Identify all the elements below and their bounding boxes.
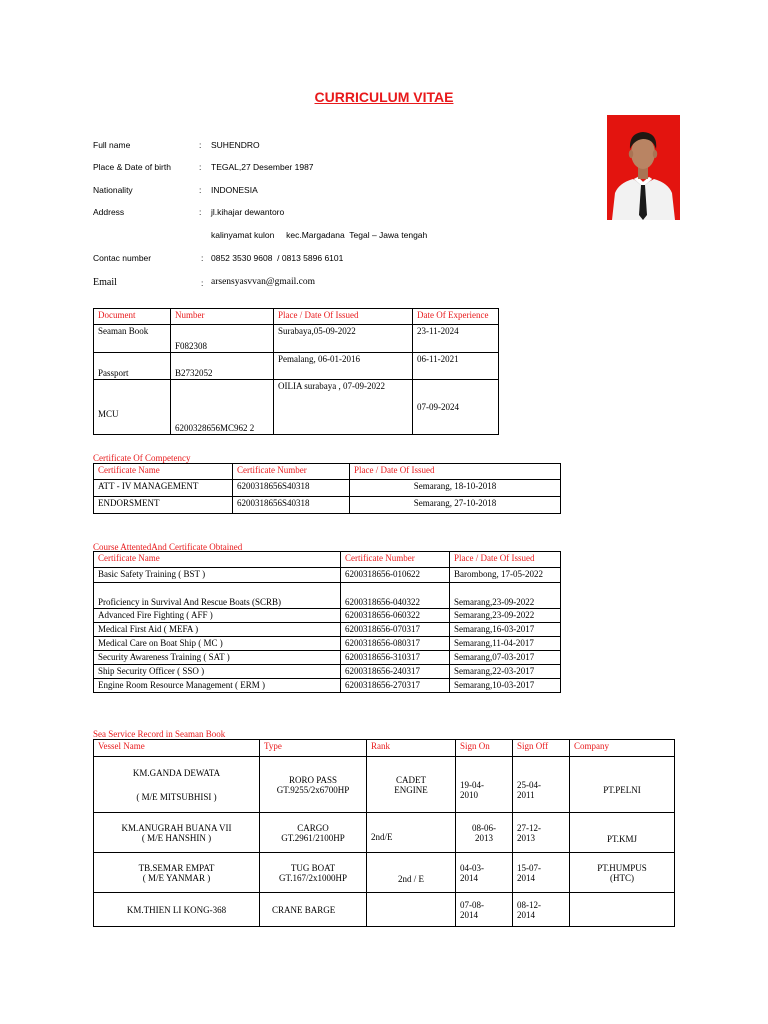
course-name: Ship Security Officer ( SSO ) bbox=[94, 665, 341, 679]
colon: : bbox=[201, 253, 204, 263]
coc-issued: Semarang, 27-10-2018 bbox=[350, 497, 561, 514]
coc-header: Certificate Name bbox=[94, 464, 233, 480]
course-name: Engine Room Resource Management ( ERM ) bbox=[94, 679, 341, 693]
label-birth: Place & Date of birth bbox=[93, 162, 171, 172]
company-2: (HTC) bbox=[610, 872, 634, 883]
course-issued: Semarang,23-09-2022 bbox=[450, 583, 561, 609]
colon: : bbox=[201, 278, 204, 288]
table-row bbox=[94, 757, 675, 813]
course-name: Security Awareness Training ( SAT ) bbox=[94, 651, 341, 665]
course-name: Proficiency in Survival And Rescue Boats (SCRB) bbox=[94, 583, 341, 609]
vessel-name: TB.SEMAR EMPAT bbox=[138, 862, 215, 873]
label-full-name: Full name bbox=[93, 140, 131, 150]
documents-header: Date Of Experience bbox=[413, 309, 499, 325]
value-address-line1: jl.kihajar dewantoro bbox=[211, 207, 285, 217]
sign-on-year: 2014 bbox=[460, 872, 478, 883]
courses-header: Certificate Name bbox=[94, 552, 341, 568]
table-row bbox=[94, 893, 675, 927]
label-address: Address bbox=[93, 207, 125, 217]
sign-off-year: 2011 bbox=[517, 789, 535, 800]
vessel-name: KM.THIEN LI KONG-368 bbox=[126, 904, 227, 915]
course-issued: Semarang,16-03-2017 bbox=[450, 623, 561, 637]
course-issued: Semarang,10-03-2017 bbox=[450, 679, 561, 693]
vessel-type: TUG BOAT bbox=[290, 862, 336, 873]
table-row bbox=[94, 623, 561, 637]
vessel-type: RORO PASS bbox=[289, 774, 337, 785]
colon: : bbox=[199, 140, 202, 150]
sign-off: 08-12- bbox=[517, 899, 541, 910]
sea-header: Sign Off bbox=[513, 740, 570, 757]
sea-header: Vessel Name bbox=[94, 740, 260, 757]
sign-on: 19-04- bbox=[460, 779, 484, 790]
coc-header: Certificate Number bbox=[233, 464, 350, 480]
table-row bbox=[94, 497, 561, 514]
course-number: 6200318656-040322 bbox=[341, 583, 450, 609]
vessel-type: CRANE BARGE bbox=[272, 904, 336, 915]
vessel-engine: ( M/E HANSHIN ) bbox=[141, 832, 212, 843]
course-number: 6200318656-070317 bbox=[341, 623, 450, 637]
course-issued: Semarang,07-03-2017 bbox=[450, 651, 561, 665]
coc-section-title: Certificate Of Competency bbox=[93, 453, 191, 463]
coc-number: 6200318656S40318 bbox=[233, 497, 350, 514]
course-number: 6200318656-270317 bbox=[341, 679, 450, 693]
doc-name: Passport bbox=[94, 353, 171, 380]
documents-table bbox=[93, 308, 499, 435]
coc-number: 6200318656S40318 bbox=[233, 480, 350, 497]
doc-expiry: 06-11-2021 bbox=[413, 353, 499, 380]
table-row bbox=[94, 637, 561, 651]
doc-issued: Pemalang, 06-01-2016 bbox=[274, 353, 413, 380]
value-email: arsensyasvvan@gmail.com bbox=[211, 277, 315, 287]
documents-header: Place / Date Of Issued bbox=[274, 309, 413, 325]
company: PT.KMJ bbox=[606, 833, 638, 844]
company: PT.HUMPUS bbox=[597, 862, 647, 873]
sign-on-year: 2014 bbox=[460, 909, 478, 920]
vessel-gt: GT.2961/2100HP bbox=[281, 832, 345, 843]
sea-service-table bbox=[93, 739, 675, 927]
label-email: Email bbox=[93, 277, 117, 288]
course-number: 6200318656-080317 bbox=[341, 637, 450, 651]
coc-header: Place / Date Of Issued bbox=[350, 464, 561, 480]
doc-number: F082308 bbox=[171, 325, 274, 353]
company: PT.PELNI bbox=[603, 784, 641, 795]
sign-on-year: 2010 bbox=[460, 789, 478, 800]
course-number: 6200318656-310317 bbox=[341, 651, 450, 665]
course-issued: Semarang,23-09-2022 bbox=[450, 609, 561, 623]
documents-header: Number bbox=[171, 309, 274, 325]
table-row bbox=[94, 353, 499, 380]
colon: : bbox=[199, 162, 202, 172]
sea-header: Company bbox=[570, 740, 675, 757]
vessel-rank: CADET bbox=[396, 774, 426, 785]
course-number: 6200318656-060322 bbox=[341, 609, 450, 623]
vessel-type: CARGO bbox=[297, 822, 329, 833]
coc-table bbox=[93, 463, 561, 514]
courses-header: Place / Date Of Issued bbox=[450, 552, 561, 568]
vessel-name: KM.GANDA DEWATA bbox=[132, 767, 221, 778]
course-issued: Semarang,22-03-2017 bbox=[450, 665, 561, 679]
table-row bbox=[94, 568, 561, 583]
documents-header: Document bbox=[94, 309, 171, 325]
profile-photo bbox=[607, 115, 680, 220]
doc-issued: OILIA surabaya , 07-09-2022 bbox=[274, 380, 413, 435]
sign-on: 07-08- bbox=[460, 899, 484, 910]
table-row bbox=[94, 665, 561, 679]
doc-number: 6200328656MC962 2 bbox=[171, 380, 274, 435]
value-address-line2: kalinyamat kulon kec.Margadana Tegal – Jawa tengah bbox=[211, 230, 428, 240]
value-contact: 0852 3530 9608 / 0813 5896 6101 bbox=[211, 253, 344, 263]
doc-name: MCU bbox=[94, 380, 171, 435]
course-name: Medical Care on Boat Ship ( MC ) bbox=[94, 637, 341, 651]
sign-on: 04-03- bbox=[460, 862, 484, 873]
value-birth: TEGAL,27 Desember 1987 bbox=[211, 162, 314, 172]
sign-off-year: 2014 bbox=[517, 872, 535, 883]
vessel-gt: GT.9255/2x6700HP bbox=[276, 784, 350, 795]
vessel-engine: ( M/E YANMAR ) bbox=[142, 872, 211, 883]
sign-off: 27-12- bbox=[517, 822, 541, 833]
course-issued: Barombong, 17-05-2022 bbox=[450, 568, 561, 583]
doc-issued: Surabaya,05-09-2022 bbox=[274, 325, 413, 353]
table-row bbox=[94, 480, 561, 497]
doc-number: B2732052 bbox=[171, 353, 274, 380]
coc-issued: Semarang, 18-10-2018 bbox=[350, 480, 561, 497]
doc-name: Seaman Book bbox=[94, 325, 171, 353]
label-nationality: Nationality bbox=[93, 185, 133, 195]
value-nationality: INDONESIA bbox=[211, 185, 258, 195]
sea-header: Rank bbox=[367, 740, 456, 757]
sea-section-title: Sea Service Record in Seaman Book bbox=[93, 729, 226, 739]
sea-header: Type bbox=[260, 740, 367, 757]
table-row bbox=[94, 325, 499, 353]
sign-off-year: 2013 bbox=[517, 832, 535, 843]
doc-expiry: 07-09-2024 bbox=[413, 380, 499, 435]
sign-off: 25-04- bbox=[517, 779, 541, 790]
vessel-name: KM.ANUGRAH BUANA VII bbox=[121, 822, 232, 833]
sign-off: 15-07- bbox=[517, 862, 541, 873]
table-row bbox=[94, 583, 561, 609]
sea-header: Sign On bbox=[456, 740, 513, 757]
page-title: CURRICULUM VITAE bbox=[314, 89, 454, 105]
table-row bbox=[94, 853, 675, 893]
vessel-engine: ( M/E MITSUBHISI ) bbox=[136, 791, 217, 802]
value-full-name: SUHENDRO bbox=[211, 140, 260, 150]
courses-header: Certificate Number bbox=[341, 552, 450, 568]
coc-name: ATT - IV MANAGEMENT bbox=[94, 480, 233, 497]
courses-section-title: Course AttentedAnd Certificate Obtained bbox=[93, 542, 243, 552]
doc-expiry: 23-11-2024 bbox=[413, 325, 499, 353]
course-number: 6200318656-010622 bbox=[341, 568, 450, 583]
table-row bbox=[94, 651, 561, 665]
course-name: Medical First Aid ( MEFA ) bbox=[94, 623, 341, 637]
sign-off-year: 2014 bbox=[517, 909, 535, 920]
table-row bbox=[94, 813, 675, 853]
course-number: 6200318656-240317 bbox=[341, 665, 450, 679]
person-portrait-icon bbox=[607, 115, 680, 220]
sign-on: 08-06- bbox=[472, 822, 496, 833]
vessel-gt: GT.167/2x1000HP bbox=[278, 872, 348, 883]
colon: : bbox=[199, 207, 202, 217]
course-issued: Semarang,11-04-2017 bbox=[450, 637, 561, 651]
label-contact: Contac number bbox=[93, 253, 152, 263]
coc-name: ENDORSMENT bbox=[94, 497, 233, 514]
vessel-rank: 2nd / E bbox=[398, 873, 424, 884]
vessel-rank-2: ENGINE bbox=[394, 784, 428, 795]
table-row bbox=[94, 609, 561, 623]
course-name: Basic Safety Training ( BST ) bbox=[94, 568, 341, 583]
vessel-rank: 2nd/E bbox=[371, 831, 393, 842]
table-row bbox=[94, 679, 561, 693]
courses-table bbox=[93, 551, 561, 693]
table-row bbox=[94, 380, 499, 435]
course-name: Advanced Fire Fighting ( AFF ) bbox=[94, 609, 341, 623]
sign-on-year: 2013 bbox=[475, 832, 493, 843]
colon: : bbox=[199, 185, 202, 195]
